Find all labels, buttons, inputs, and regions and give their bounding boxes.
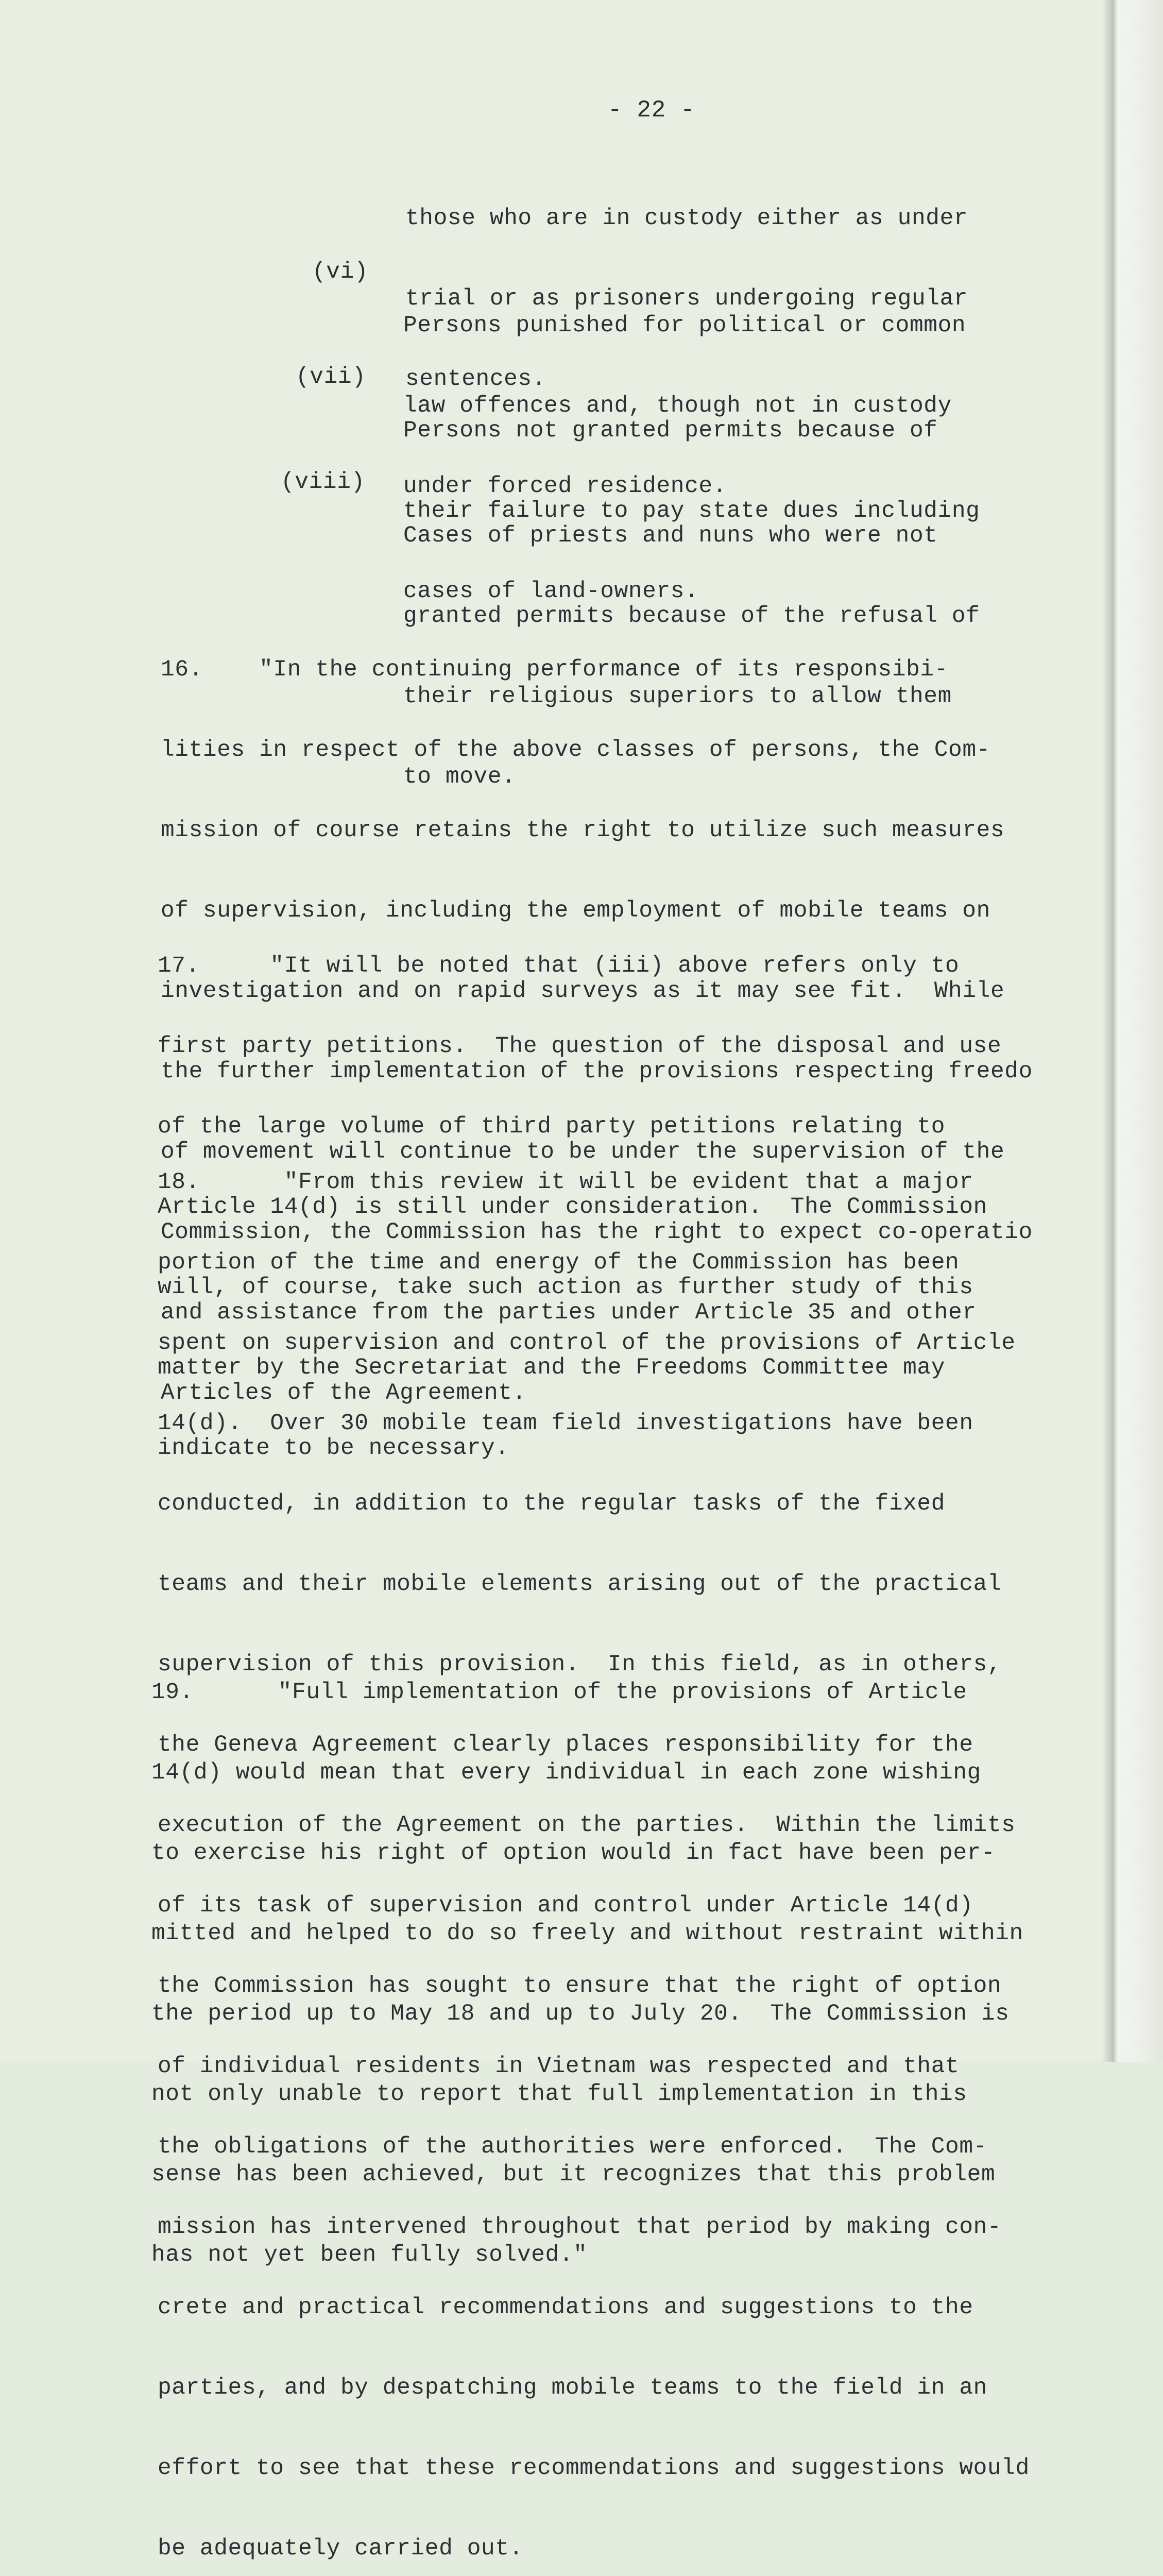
text-line: to exercise his right of option would in fact have been per- bbox=[151, 1840, 996, 1866]
text-line: and assistance from the parties under Article 35 and other bbox=[161, 1300, 977, 1326]
text-line: granted permits because of the refusal of bbox=[403, 603, 980, 629]
text-line: their failure to pay state dues including bbox=[403, 498, 980, 524]
text-line: under forced residence. bbox=[403, 473, 727, 499]
text-line: supervision of this provision. In this field, as in others, bbox=[158, 1652, 1002, 1677]
text-line: will, of course, take such action as further study of this bbox=[158, 1275, 973, 1300]
text-line: of individual residents in Vietnam was respected and that bbox=[158, 2054, 960, 2079]
text-line: execution of the Agreement on the parties. Within the limits bbox=[158, 1812, 1016, 1838]
text-line: Articles of the Agreement. bbox=[161, 1380, 526, 1406]
text-line: not only unable to report that full implementation in this bbox=[151, 2081, 967, 2107]
list-item-numeral: (viii) bbox=[281, 469, 365, 495]
text-line: parties, and by despatching mobile teams to the field in an bbox=[158, 2375, 987, 2401]
text-line: has not yet been fully solved." bbox=[151, 2242, 588, 2268]
text-line: 19. "Full implementation of the provisions of Article bbox=[151, 1680, 967, 1705]
text-line: sentences. bbox=[405, 366, 546, 392]
text-line: of movement will continue to be under the supervision of the bbox=[161, 1139, 1005, 1165]
text-line: portion of the time and energy of the Commission has been bbox=[158, 1250, 960, 1276]
text-line: first party petitions. The question of the disposal and use bbox=[158, 1033, 1002, 1059]
text-line: the Geneva Agreement clearly places responsibility for the bbox=[158, 1732, 973, 1758]
text-line: the Commission has sought to ensure that the right of option bbox=[158, 1973, 1002, 1999]
text-line: the further implementation of the provisions respecting freedo bbox=[161, 1059, 1033, 1084]
text-line: Article 14(d) is still under consideration. The Commission bbox=[158, 1194, 987, 1220]
text-line: 18. "From this review it will be evident that a major bbox=[158, 1170, 973, 1195]
list-item-numeral: (vii) bbox=[296, 364, 366, 390]
page-number: - 22 - bbox=[608, 97, 695, 124]
text-line: cases of land-owners. bbox=[403, 579, 699, 604]
text-line: lities in respect of the above classes of persons, the Com- bbox=[161, 737, 990, 763]
page-fold-shadow bbox=[1102, 0, 1114, 2062]
text-line: trial or as prisoners undergoing regular bbox=[405, 286, 968, 312]
text-line: of supervision, including the employment of mobile teams on bbox=[161, 898, 990, 924]
text-line: crete and practical recommendations and suggestions to the bbox=[158, 2295, 973, 2320]
text-line: of the large volume of third party petitions relating to bbox=[158, 1114, 946, 1140]
text-line: 17. "It will be noted that (iii) above refers only to bbox=[158, 953, 960, 979]
text-line: effort to see that these recommendations and suggestions would bbox=[158, 2455, 1030, 2481]
text-line: 14(d). Over 30 mobile team field investigations have been bbox=[158, 1411, 973, 1436]
text-line: Cases of priests and nuns who were not bbox=[403, 523, 938, 549]
text-line: investigation and on rapid surveys as it may see fit. While bbox=[161, 978, 1005, 1004]
text-line: their religious superiors to allow them bbox=[403, 684, 952, 709]
text-line: Persons not granted permits because of bbox=[403, 418, 938, 444]
text-line: indicate to be necessary. bbox=[158, 1435, 509, 1461]
paragraph-19 bbox=[151, 1625, 1023, 2295]
text-line: to move. bbox=[403, 764, 516, 790]
text-line: teams and their mobile elements arising out of the practical bbox=[158, 1571, 1002, 1597]
text-line: mission has intervened throughout that period by making con- bbox=[158, 2214, 1002, 2240]
text-line: of its task of supervision and control under Article 14(d) bbox=[158, 1893, 973, 1919]
text-line: the period up to May 18 and up to July 20. The Commission is bbox=[151, 2001, 1010, 2027]
list-item-numeral: (vi) bbox=[312, 259, 369, 285]
next-page-edge bbox=[1113, 0, 1163, 2062]
text-line: the obligations of the authorities were enforced. The Com- bbox=[158, 2134, 987, 2160]
text-line: spent on supervision and control of the provisions of Article bbox=[158, 1330, 1016, 1356]
text-line: sense has been achieved, but it recognizes that this problem bbox=[151, 2162, 996, 2188]
text-line: 14(d) would mean that every individual in each zone wishing bbox=[151, 1760, 981, 1786]
text-line: Persons punished for political or common bbox=[403, 313, 966, 338]
text-line: conducted, in addition to the regular tasks of the fixed bbox=[158, 1491, 946, 1517]
text-line: those who are in custody either as under bbox=[405, 206, 968, 231]
text-line: Commission, the Commission has the right to expect co-operatio bbox=[161, 1219, 1033, 1245]
text-line: be adequately carried out. bbox=[158, 2536, 523, 2562]
text-line: 16. "In the continuing performance of its responsibi- bbox=[161, 657, 949, 683]
text-line: mitted and helped to do so freely and without restraint within bbox=[151, 1921, 1023, 1946]
text-line: law offences and, though not in custody bbox=[403, 393, 952, 419]
text-line: matter by the Secretariat and the Freedoms Committee may bbox=[158, 1355, 946, 1381]
text-line: mission of course retains the right to utilize such measures bbox=[161, 818, 1005, 843]
